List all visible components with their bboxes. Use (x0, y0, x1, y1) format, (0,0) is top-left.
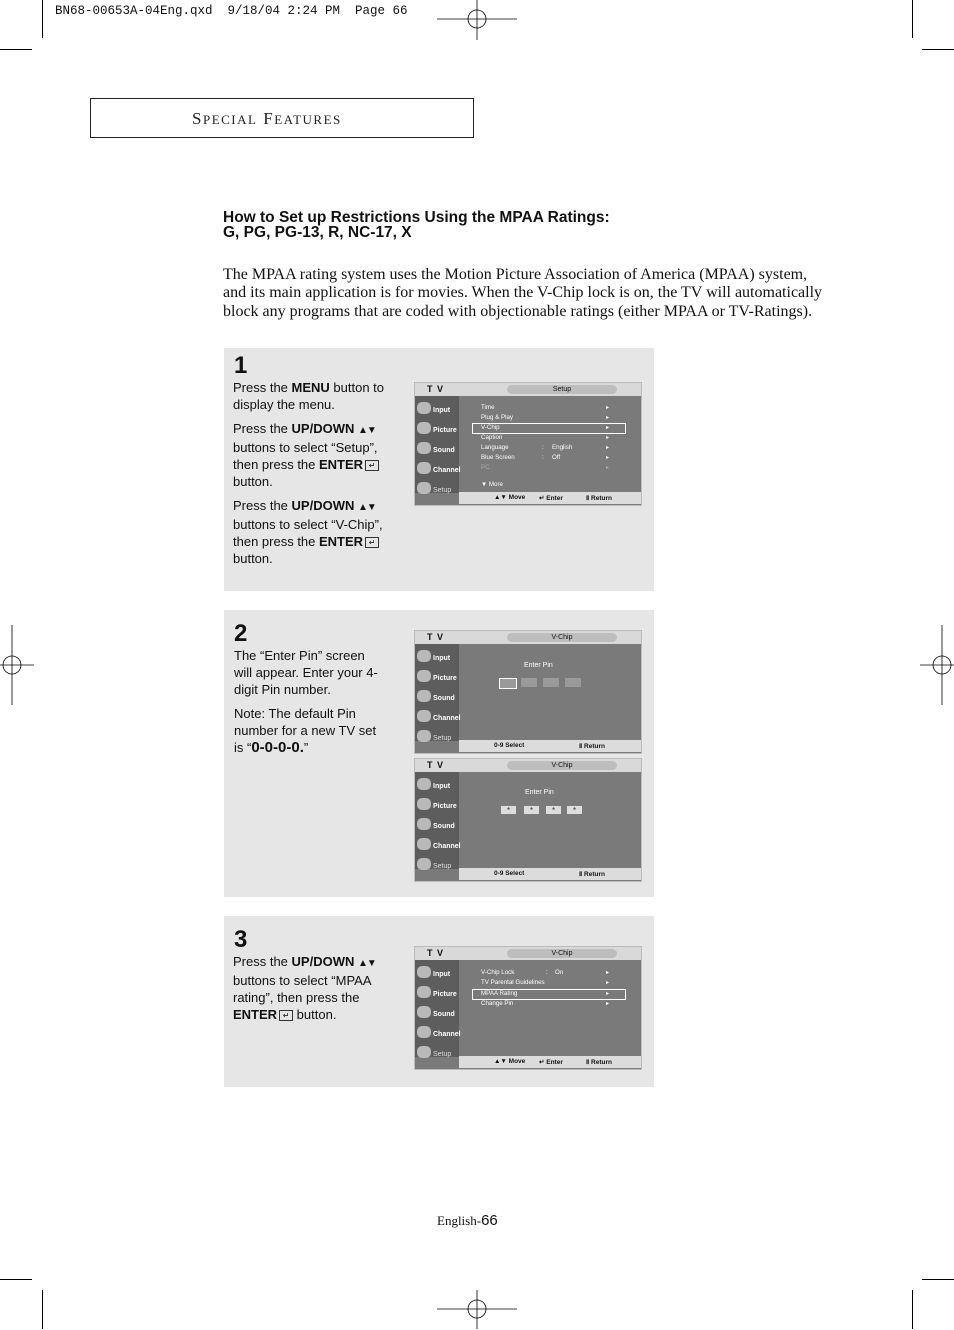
sidebar-item-picture: Picture (415, 796, 459, 816)
step-2-panel (224, 610, 654, 897)
chevron-right-icon: ▸ (606, 970, 610, 976)
tv-label: T V (427, 384, 445, 394)
enter-pin-label: Enter Pin (525, 789, 554, 796)
pin-star: * (546, 806, 561, 814)
menu-row-tv-parental: TV Parental Guidelines (481, 979, 545, 986)
osd-bottom-bar: 0-9 Select Ⅱ Return (459, 740, 641, 752)
screen-title: V-Chip (507, 949, 617, 958)
enter-pin-filled-screen (414, 758, 642, 882)
enter-icon: ↵ (279, 1010, 293, 1021)
crop-mark (912, 0, 913, 38)
chevron-right-icon: ▸ (606, 1001, 610, 1007)
sound-icon (417, 442, 431, 454)
menu-row-plug-play: Plug & Play (481, 414, 513, 421)
step-1-text: Press the MENU button to display the menu. Press the UP/DOWN ▲▼ buttons to select “Setup”, then press the ENTER ↵ button. Press the UP/DOWN ▲▼ buttons to select “V-Chip”, then press the ENTER ↵ button. (233, 380, 385, 566)
step-number: 1 (234, 352, 248, 379)
screen-title: V-Chip (507, 633, 617, 642)
step-number: 2 (234, 620, 248, 647)
menu-row-language: Language (481, 444, 509, 451)
step-1-panel (224, 348, 654, 591)
pin-digit-box (499, 678, 517, 689)
sidebar-item-setup: Setup (415, 1044, 459, 1064)
osd-bottom-bar: ▲▼ Move ↵ Enter Ⅱ Return (459, 492, 641, 504)
menu-row-time: Time (481, 404, 495, 411)
tv-label: T V (427, 760, 445, 770)
input-icon (417, 966, 431, 978)
chevron-right-icon: ▸ (606, 405, 610, 411)
screen-title: Setup (507, 385, 617, 394)
sidebar-item-input: Input (415, 776, 459, 796)
registration-mark (437, 1290, 517, 1330)
sound-icon (417, 1006, 431, 1018)
chevron-right-icon: ▸ (606, 991, 610, 997)
crop-mark (922, 1279, 954, 1280)
channel-icon (417, 710, 431, 722)
up-down-arrows-icon: ▲▼ (358, 502, 376, 513)
osd-bottom-bar: 0-9 Select Ⅱ Return (459, 868, 641, 880)
picture-icon (417, 670, 431, 682)
registration-mark (920, 625, 954, 705)
setup-icon (417, 1046, 431, 1058)
pin-star: * (567, 806, 582, 814)
step-3-panel (224, 916, 654, 1087)
sidebar-item-setup: Setup (415, 480, 459, 500)
chevron-right-icon: ▸ (606, 455, 610, 461)
chevron-right-icon: ▸ (606, 980, 610, 986)
print-slug: BN68-00653A-04Eng.qxd 9/18/04 2:24 PM Page 66 (55, 4, 408, 18)
menu-row-vchip: V-Chip (481, 424, 500, 431)
chevron-right-icon: ▸ (606, 415, 610, 421)
pin-digit-box (565, 678, 581, 687)
pin-star: * (501, 806, 516, 814)
crop-mark (0, 1279, 32, 1280)
intro-paragraph: The MPAA rating system uses the Motion Picture Association of America (MPAA) system, and its main application is for movies. When the V-Chip lock is on, the TV will automatically block any programs that are coded with objectionable ratings (either MPAA or TV-Ratings). (223, 266, 823, 320)
sound-icon (417, 690, 431, 702)
input-icon (417, 402, 431, 414)
chevron-right-icon: ▸ (606, 465, 610, 471)
crop-mark (42, 0, 43, 38)
step-2-text: The “Enter Pin” screen will appear. Enter your 4-digit Pin number. Note: The default Pin number for a new TV set is “0-0-0-0.” (234, 648, 378, 756)
step-3-text: Press the UP/DOWN ▲▼ buttons to select “MPAA rating”, then press the ENTER ↵ button. (233, 954, 376, 1022)
sidebar-item-channel: Channel (415, 708, 459, 728)
up-down-arrows-icon: ▲▼ (358, 425, 376, 436)
menu-row-caption: Caption (481, 434, 503, 441)
menu-row-vchip-lock: V-Chip Lock (481, 969, 515, 976)
pin-star: * (524, 806, 539, 814)
picture-icon (417, 798, 431, 810)
picture-icon (417, 986, 431, 998)
step-number: 3 (234, 926, 248, 953)
crop-mark (922, 49, 954, 50)
enter-icon: ↵ (365, 537, 379, 548)
vchip-menu-screen: T V V-Chip Input Picture Sound Channel Setup V-Chip Lock : On ▸ TV Parental Guidelines ▸ MPAA Rating ▸ Change Pin ▸ ▲▼ Move ↵ Enter Ⅱ Return (414, 946, 642, 1070)
tv-label: T V (427, 948, 445, 958)
sidebar-item-sound: Sound (415, 1004, 459, 1024)
screen-title: V-Chip (507, 761, 617, 770)
menu-row-blue-screen: Blue Screen (481, 454, 515, 461)
channel-icon (417, 462, 431, 474)
language-value: English (552, 444, 573, 451)
crop-mark (912, 1290, 913, 1329)
osd-sidebar (415, 960, 459, 1057)
enter-pin-label: Enter Pin (524, 662, 553, 669)
channel-icon (417, 838, 431, 850)
osd-sidebar (415, 396, 459, 493)
sidebar-item-channel: Channel (415, 836, 459, 856)
osd-bottom-bar: ▲▼ Move ↵ Enter Ⅱ Return (459, 1056, 641, 1068)
menu-row-change-pin: Change Pin (481, 1000, 514, 1007)
pin-digit-box (521, 678, 537, 687)
tv-label: T V (427, 632, 445, 642)
chevron-right-icon: ▸ (606, 425, 610, 431)
channel-icon (417, 1026, 431, 1038)
sidebar-item-setup: Setup (415, 728, 459, 748)
sidebar-item-sound: Sound (415, 688, 459, 708)
setup-icon (417, 858, 431, 870)
sidebar-item-picture: Picture (415, 668, 459, 688)
chevron-right-icon: ▸ (606, 445, 610, 451)
registration-mark (437, 0, 517, 40)
sidebar-item-input: Input (415, 400, 459, 420)
setup-icon (417, 482, 431, 494)
enter-pin-screen (414, 630, 642, 754)
setup-icon (417, 730, 431, 742)
enter-icon: ↵ (365, 460, 379, 471)
up-down-arrows-icon: ▲▼ (358, 958, 376, 969)
osd-sidebar (415, 772, 459, 869)
sidebar-item-sound: Sound (415, 440, 459, 460)
input-icon (417, 778, 431, 790)
menu-row-mpaa-rating: MPAA Rating (481, 990, 518, 997)
sidebar-item-picture: Picture (415, 984, 459, 1004)
sidebar-item-channel: Channel (415, 1024, 459, 1044)
sound-icon (417, 818, 431, 830)
more-indicator: ▼ More (481, 481, 503, 488)
registration-mark (0, 625, 34, 705)
crop-mark (42, 1290, 43, 1329)
chevron-right-icon: ▸ (606, 435, 610, 441)
blue-screen-value: Off (552, 454, 561, 461)
osd-sidebar (415, 644, 459, 741)
vchip-lock-value: On (555, 969, 564, 976)
sidebar-item-sound: Sound (415, 816, 459, 836)
sidebar-item-input: Input (415, 648, 459, 668)
pin-digit-box (543, 678, 559, 687)
sidebar-item-input: Input (415, 964, 459, 984)
page-footer: English-66 (437, 1212, 498, 1229)
crop-mark (0, 49, 32, 50)
section-title: SPECIAL FEATURES (192, 109, 342, 128)
menu-row-pc: PC (481, 464, 490, 471)
sidebar-item-picture: Picture (415, 420, 459, 440)
sidebar-item-setup: Setup (415, 856, 459, 876)
input-icon (417, 650, 431, 662)
picture-icon (417, 422, 431, 434)
sidebar-item-channel: Channel (415, 460, 459, 480)
setup-menu-screen: T V Setup Input Picture Sound Channel Setup Time ▸ Plug & Play ▸ V-Chip ▸ Caption ▸ Language : English ▸ Blue Screen : Off ▸ PC ▸ ▼ More ▲▼ Move ↵ Enter Ⅱ Return (414, 382, 642, 506)
page-heading: How to Set up Restrictions Using the MPAA Ratings: G, PG, PG-13, R, NC-17, X (223, 209, 610, 241)
